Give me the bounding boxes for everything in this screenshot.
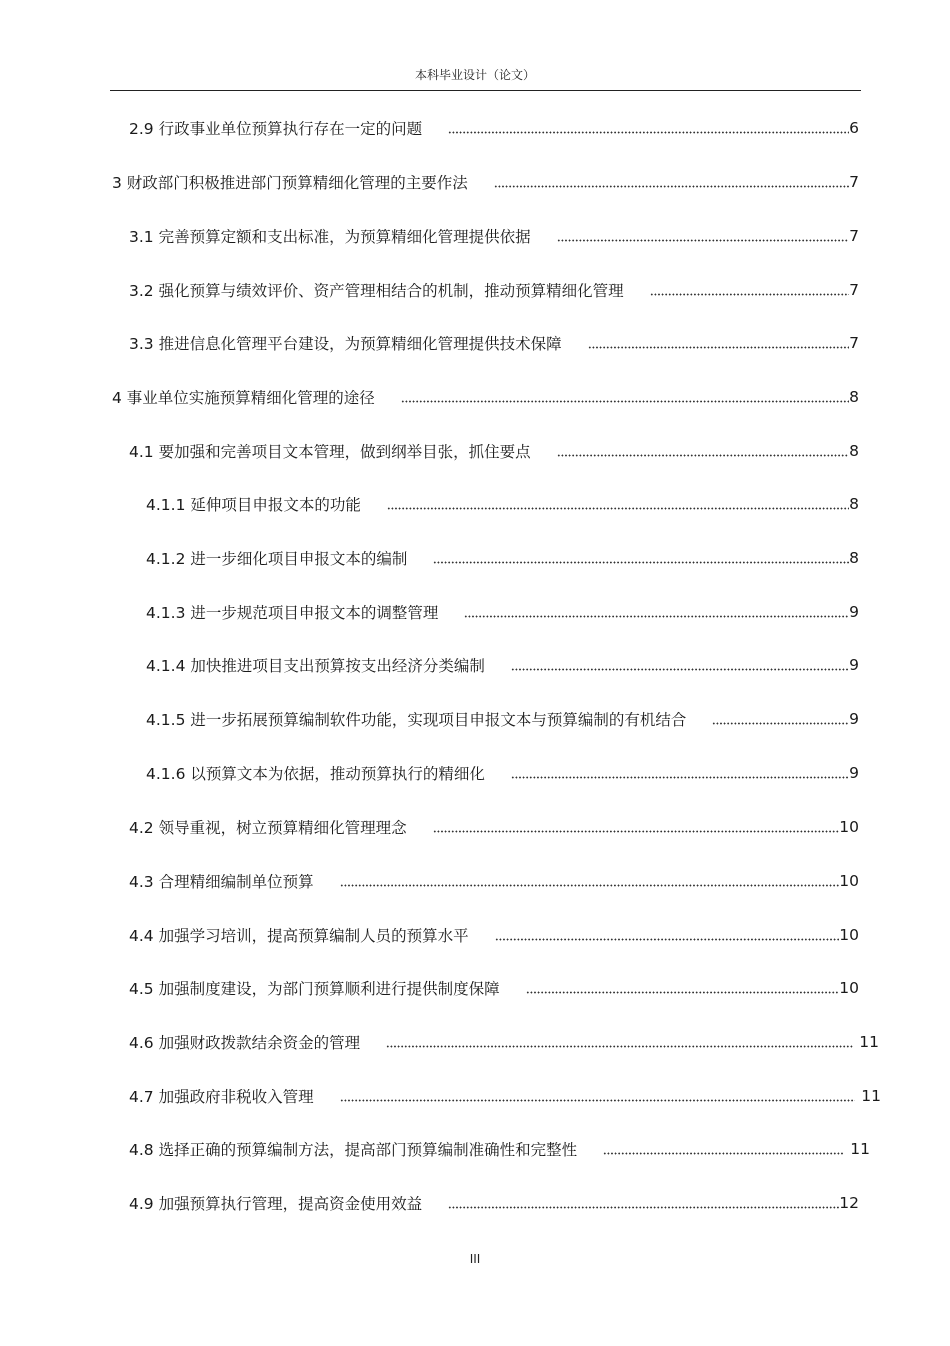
toc-entry-page: 7 bbox=[849, 227, 859, 245]
toc-entry-label: 3.3 推进信息化管理平台建设，为预算精细化管理提供技术保障 bbox=[129, 335, 562, 353]
toc-entry[interactable] bbox=[129, 1138, 870, 1160]
toc-entry-label: 4.6 加强财政拨款结余资金的管理 bbox=[129, 1034, 361, 1052]
running-header: 本科毕业设计（论文） bbox=[414, 68, 535, 82]
toc-entry-page: 8 bbox=[849, 442, 859, 460]
toc-entry[interactable] bbox=[146, 762, 859, 784]
toc-entry-label: 4.4 加强学习培训，提高预算编制人员的预算水平 bbox=[129, 927, 469, 945]
toc-entry-page: 8 bbox=[849, 549, 859, 567]
dot-leader bbox=[401, 386, 849, 408]
toc-entry-label: 4.1.5 进一步拓展预算编制软件功能，实现项目申报文本与预算编制的有机结合 bbox=[146, 711, 687, 729]
dot-leader bbox=[495, 924, 840, 946]
toc-entry-page: 7 bbox=[849, 173, 859, 191]
toc-entry[interactable] bbox=[146, 601, 859, 623]
toc-entry-label: 4.1.1 延伸项目申报文本的功能 bbox=[146, 496, 361, 514]
dot-leader bbox=[433, 816, 840, 838]
toc-entry-label: 4.5 加强制度建设，为部门预算顺利进行提供制度保障 bbox=[129, 980, 500, 998]
dot-leader bbox=[494, 171, 849, 193]
toc-entry[interactable] bbox=[129, 225, 859, 247]
toc-entry[interactable] bbox=[112, 386, 859, 408]
toc-entry-page: 6 bbox=[849, 119, 859, 137]
toc-entry-page: 11 bbox=[850, 1140, 870, 1158]
toc-entry-label: 4.1.4 加快推进项目支出预算按支出经济分类编制 bbox=[146, 657, 485, 675]
toc-entry-label: 3.1 完善预算定额和支出标准，为预算精细化管理提供依据 bbox=[129, 228, 531, 246]
toc-entry-page: 9 bbox=[849, 656, 859, 674]
toc-entry-page: 10 bbox=[839, 979, 859, 997]
dot-leader bbox=[712, 708, 849, 730]
dot-leader bbox=[448, 1192, 839, 1214]
toc-entry[interactable] bbox=[129, 332, 859, 354]
dot-leader bbox=[526, 977, 840, 999]
toc-entry-label: 4.1.3 进一步规范项目申报文本的调整管理 bbox=[146, 604, 439, 622]
toc-entry[interactable] bbox=[129, 1031, 879, 1053]
toc-entry-page: 7 bbox=[849, 281, 859, 299]
toc-entry-page: 10 bbox=[839, 818, 859, 836]
toc-entry-page: 10 bbox=[839, 872, 859, 890]
toc-entry[interactable] bbox=[146, 547, 859, 569]
toc-entry-label: 4.2 领导重视，树立预算精细化管理理念 bbox=[129, 819, 407, 837]
toc-entry-label: 4.1.2 进一步细化项目申报文本的编制 bbox=[146, 550, 408, 568]
toc-entry-page: 9 bbox=[849, 603, 859, 621]
dot-leader bbox=[511, 762, 849, 784]
toc-entry-label: 3 财政部门积极推进部门预算精细化管理的主要作法 bbox=[112, 174, 468, 192]
toc-entry[interactable] bbox=[129, 279, 859, 301]
toc-entry-label: 4.9 加强预算执行管理，提高资金使用效益 bbox=[129, 1195, 423, 1213]
toc-entry-label: 4 事业单位实施预算精细化管理的途径 bbox=[112, 389, 375, 407]
toc-entry-label: 2.9 行政事业单位预算执行存在一定的问题 bbox=[129, 120, 423, 138]
toc-entry[interactable] bbox=[129, 1192, 859, 1214]
toc-entry[interactable] bbox=[129, 440, 859, 462]
dot-leader bbox=[557, 440, 850, 462]
toc-entry-page: 8 bbox=[849, 495, 859, 513]
dot-leader bbox=[603, 1138, 844, 1160]
toc-entry-page: 11 bbox=[859, 1033, 879, 1051]
toc-entry-page: 12 bbox=[839, 1194, 859, 1212]
toc-entry[interactable] bbox=[129, 924, 859, 946]
toc-entry-label: 4.3 合理精细编制单位预算 bbox=[129, 873, 314, 891]
toc-entry-page: 9 bbox=[849, 764, 859, 782]
toc-entry-page: 10 bbox=[839, 926, 859, 944]
dot-leader bbox=[387, 493, 849, 515]
dot-leader bbox=[557, 225, 850, 247]
toc-entry[interactable] bbox=[129, 1085, 881, 1107]
toc-entry-page: 9 bbox=[849, 710, 859, 728]
dot-leader bbox=[464, 601, 849, 623]
toc-entry[interactable] bbox=[129, 117, 859, 139]
dot-leader bbox=[340, 1085, 856, 1107]
toc-entry-label: 3.2 强化预算与绩效评价、资产管理相结合的机制，推动预算精细化管理 bbox=[129, 282, 624, 300]
dot-leader bbox=[386, 1031, 853, 1053]
toc-entry-label: 4.1 要加强和完善项目文本管理，做到纲举目张，抓住要点 bbox=[129, 443, 531, 461]
toc-entry[interactable] bbox=[112, 171, 859, 193]
toc-entry-label: 4.7 加强政府非税收入管理 bbox=[129, 1088, 314, 1106]
dot-leader bbox=[511, 654, 849, 676]
toc-entry[interactable] bbox=[129, 816, 859, 838]
toc-entry-page: 7 bbox=[849, 334, 859, 352]
toc-entry-label: 4.1.6 以预算文本为依据，推动预算执行的精细化 bbox=[146, 765, 485, 783]
toc-entry[interactable] bbox=[146, 493, 859, 515]
dot-leader bbox=[448, 117, 849, 139]
header-rule bbox=[110, 90, 861, 91]
toc-entry[interactable] bbox=[129, 977, 859, 999]
toc-entry[interactable] bbox=[146, 654, 859, 676]
dot-leader bbox=[650, 279, 850, 301]
page-number: III bbox=[469, 1252, 481, 1266]
dot-leader bbox=[588, 332, 850, 354]
toc-entry[interactable] bbox=[129, 870, 859, 892]
dot-leader bbox=[340, 870, 840, 892]
toc-entry-page: 11 bbox=[861, 1087, 881, 1105]
dot-leader bbox=[433, 547, 849, 569]
toc-entry-page: 8 bbox=[849, 388, 859, 406]
toc-entry[interactable] bbox=[146, 708, 859, 730]
toc-entry-label: 4.8 选择正确的预算编制方法，提高部门预算编制准确性和完整性 bbox=[129, 1141, 578, 1159]
